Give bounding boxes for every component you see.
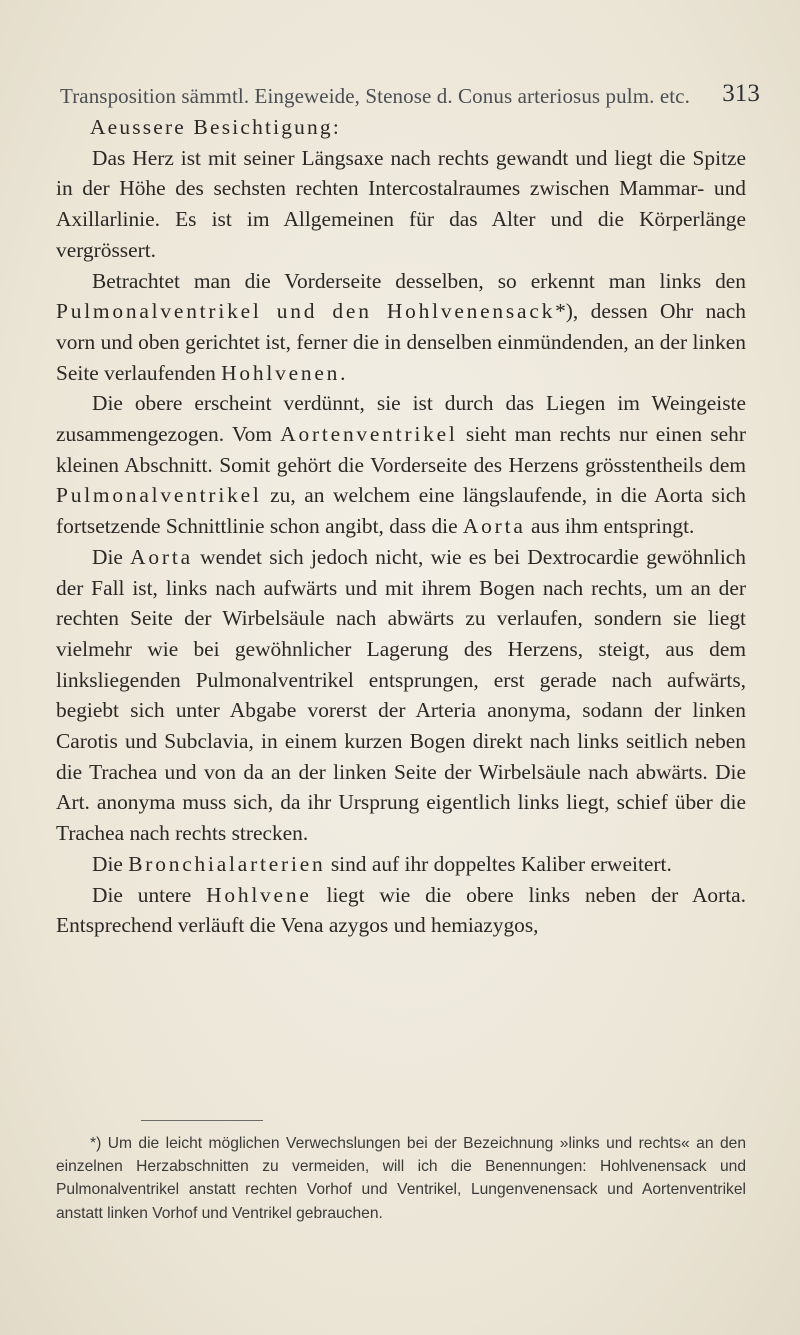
page-number: 313 <box>722 80 760 107</box>
footnote-divider <box>141 1120 263 1121</box>
body-text <box>56 112 746 941</box>
text-run: . <box>340 360 346 385</box>
spaced-term: Bronchialarterien <box>128 851 326 876</box>
text-run: sieht man rechts nur einen sehr kleinen Abschnitt. Somit gehört die Vorderseite des Herzens grösstentheils dem <box>56 422 746 477</box>
text-run: *), dessen Ohr nach vorn und oben gerichtet ist, ferner die in denselben einmündenden, an der linken Seite verlaufenden <box>56 299 746 385</box>
text-run: zu, an welchem eine längslaufende, in die Aorta sich fortsetzende Schnittlinie schon angibt, dass die <box>56 483 746 539</box>
paragraph-5 <box>56 849 746 880</box>
text-run: wendet sich jedoch nicht, wie es bei Dextrocardie gewöhnlich der Fall ist, links nach aufwärts und mit ihrem Bogen nach rechts, um an der rechten Seite der Wirbelsäule nach abwärts zu verlaufen, sondern sie liegt vielmehr wie bei gewöhnlicher Lagerung des Herzens, steigt, aus dem linksliegenden Pulmonalventrikel entsprungen, erst gerade nach aufwärts, begiebt sich unter Abgabe vorerst der Arteria anonyma, sodann der linken Carotis und Subclavia, in einem kurzen Bogen direkt nach links seitlich neben die Trachea und von da an der linken Seite der Wirbelsäule nach abwärts. Die Art. anonyma muss sich, da ihr Ursprung eigentlich links liegt, schief über die Trachea nach rechts strecken. <box>56 544 746 846</box>
paragraph-6 <box>56 880 746 941</box>
text-run: Die <box>92 544 131 569</box>
spaced-term: Aorta <box>130 544 193 569</box>
spaced-term: Hohlvenen <box>221 360 341 385</box>
running-title: Transposition sämmtl. Eingeweide, Stenose d. Conus arteriosus pulm. etc. <box>60 84 690 108</box>
paragraph-3 <box>56 388 746 542</box>
spaced-term: Hohlvene <box>206 882 312 907</box>
paragraph-2 <box>56 266 746 389</box>
spaced-term: Pulmonalventrikel <box>56 483 262 508</box>
spaced-term: Aortenventrikel <box>280 422 458 447</box>
footnote-text: *) Um die leicht möglichen Verwechslungen bei der Bezeichnung »links und rechts« an den einzelnen Herzabschnitten zu vermeiden, will ich die Benennungen: Hohlvenensack und Pulmonalventrikel anstatt rechten Vorhof und Ventrikel, Lungenvenensack und Aortenventrikel anstatt linken Vorhof und Ventrikel gebrauchen. <box>56 1135 746 1222</box>
spaced-term: Pulmonalventrikel und den Hohlvenensack <box>56 299 556 324</box>
running-header <box>60 80 760 109</box>
paragraph-1: Das Herz ist mit seiner Längsaxe nach rechts gewandt und liegt die Spitze in der Höhe des sechsten rechten Intercostalraumes zwischen Mammar- und Axillarlinie. Es ist im Allgemeinen für das Alter und die Körperlänge vergrössert. <box>56 145 746 262</box>
spaced-term: Aorta <box>462 514 526 539</box>
paragraph-4 <box>56 542 746 849</box>
text-run: Die obere erscheint verdünnt, sie ist durch das Liegen im Weingeiste zusammengezogen. Vom <box>56 391 746 447</box>
text-run: liegt wie die obere links neben der Aorta. Entsprechend verläuft die Vena azygos und hemiazygos, <box>56 882 746 938</box>
section-heading: Aeussere Besichtigung: <box>90 115 341 139</box>
text-run: aus ihm entspringt. <box>525 514 695 539</box>
text-run: Die untere <box>92 882 207 907</box>
text-run: Betrachtet man die Vorderseite desselben, so erkennt man links den <box>92 268 746 293</box>
footnote <box>56 1132 746 1225</box>
text-run: sind auf ihr doppeltes Kaliber erweitert. <box>325 851 672 876</box>
text-run: Die <box>92 851 129 876</box>
